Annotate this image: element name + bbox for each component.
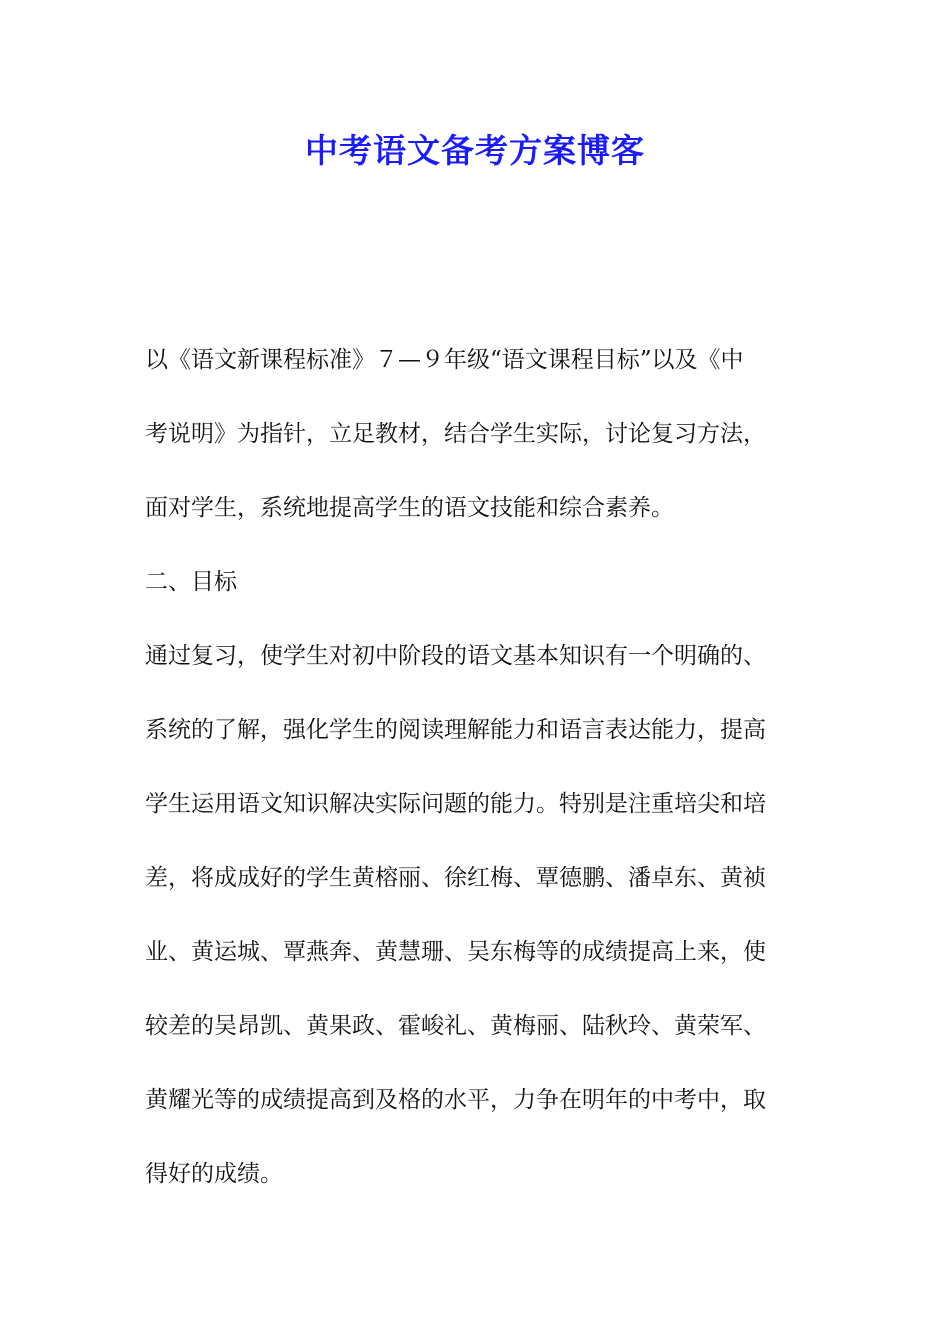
paragraph-line: 黄耀光等的成绩提高到及格的水平，力争在明年的中考中，取 — [145, 1087, 766, 1113]
paragraph-line: 得好的成绩。 — [145, 1161, 283, 1187]
paragraph-line: 业、黄运城、覃燕奔、黄慧珊、吴东梅等的成绩提高上来，使 — [145, 939, 766, 965]
document-title: 中考语文备考方案博客 — [305, 131, 645, 170]
paragraph-line: 面对学生，系统地提高学生的语文技能和综合素养。 — [145, 495, 674, 521]
section-heading: 二、目标 — [145, 569, 237, 595]
paragraph-line: 以《语文新课程标准》７—９年级“语文课程目标”以及《中 — [145, 347, 744, 373]
paragraph-line: 差，将成成好的学生黄榕丽、徐红梅、覃德鹏、潘卓东、黄祯 — [145, 865, 766, 891]
paragraph-line: 系统的了解，强化学生的阅读理解能力和语言表达能力，提高 — [145, 717, 766, 743]
paragraph-line: 较差的吴昂凯、黄果政、霍峻礼、黄梅丽、陆秋玲、黄荣军、 — [145, 1013, 766, 1039]
paragraph-line: 学生运用语文知识解决实际问题的能力。特别是注重培尖和培 — [145, 791, 766, 817]
paragraph-line: 考说明》为指针，立足教材，结合学生实际，讨论复习方法， — [145, 421, 766, 447]
paragraph-line: 通过复习，使学生对初中阶段的语文基本知识有一个明确的、 — [145, 643, 766, 669]
